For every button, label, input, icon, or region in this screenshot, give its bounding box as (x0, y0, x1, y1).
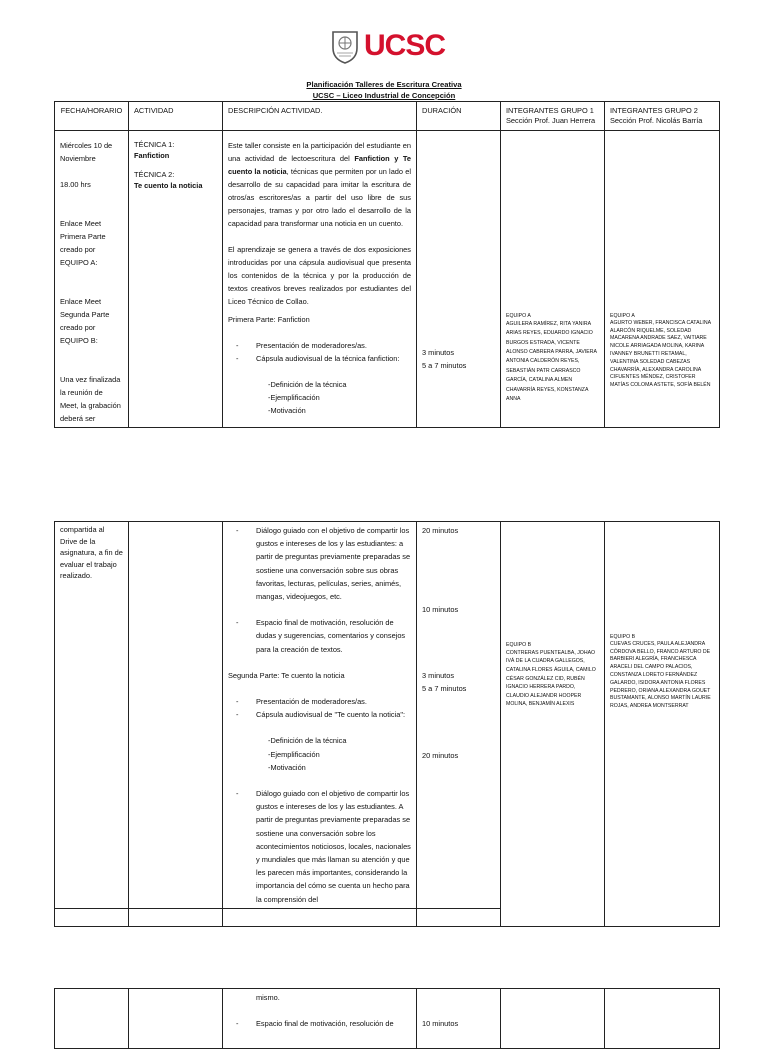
list-item: - Presentación de moderadores/as. (242, 695, 411, 708)
descripcion-paragraph: El aprendizaje se genera a través de dos exposiciones introducidas por una cápsula audiovisual que presenta los contenidos de la técnica y por la producción de textos creativos breves realizados por estudiantes del Liceo Técnico de Collao. (228, 245, 411, 306)
tecnica-1-name: Fanfiction (134, 151, 170, 160)
cell-grupo2 (605, 131, 720, 428)
fecha-line: EQUIPO A: (60, 258, 98, 267)
list-item: - Espacio final de motivación, resolución de dudas y sugerencias, comentarios y consejos para la creación de textos. (242, 616, 411, 656)
header-grupo1 (501, 102, 605, 131)
fecha-line: Una vez finalizada (60, 375, 121, 384)
ucsc-logo (330, 26, 445, 66)
header-fecha: FECHA/HORARIO (55, 102, 129, 131)
sub-item: -Definición de la técnica (268, 380, 347, 389)
university-crest-icon (330, 28, 360, 64)
cell-duracion (417, 989, 501, 1049)
section-heading: Segunda Parte: Te cuento la noticia (228, 670, 345, 680)
logo-wordmark: UCSC (364, 29, 446, 62)
sub-item: -Motivación (268, 762, 306, 772)
fecha-line: Noviembre (60, 154, 96, 163)
list-item: - Espacio final de motivación, resolución de (242, 1017, 411, 1030)
fecha-line: Primera Parte (60, 232, 106, 241)
header-grupo2-title: INTEGRANTES GRUPO 2 (610, 106, 698, 115)
cell-duracion-empty (417, 908, 501, 926)
equipo-label: EQUIPO A (610, 313, 635, 319)
duration-value: 5 a 7 minutos (422, 361, 467, 370)
list-item: - Diálogo guiado con el objetivo de compartir los gustos e intereses de los y las estudiantes. A partir de preguntas previamente preparadas se sostiene una conversación sobre los acontecimientos noticiosos, locales, nacionales y mundiales que más llaman su atención y que les parecen más importantes, considerando la importancia del cómo se cuenta un hecho para la comprensión del (242, 787, 411, 906)
table-row (55, 131, 720, 428)
cell-grupo2 (605, 989, 720, 1049)
list-item: - Presentación de moderadores/as. (242, 339, 411, 352)
cell-fecha (55, 522, 129, 909)
equipo-members: AGURTO WEBER, FRANCISCA CATALINA ALARCÓN RIQUELME, SOLEDAD MACARENA ANDRADE SAEZ, VAITIARE NICOLE ARRIAGADA MOLINA, KARINA IVANNEY BRUNETTI RETAMAL, VALENTINA SOLEDAD CABEZAS CHAVARRÍA, ALEXANDRA CAROLINA CIFUENTES MÉNDEZ, CRISTOFER MATÍAS COLOMA ASTETE, SOFÍA BELÉN (610, 319, 711, 389)
duration-value: 20 minutos (422, 526, 459, 535)
cell-fecha-empty (55, 908, 129, 926)
activity-list (228, 339, 411, 365)
sub-item: -Ejemplificación (268, 749, 320, 759)
duration-value: 10 minutos (422, 605, 459, 614)
cell-actividad (129, 522, 223, 909)
cell-actividad (129, 131, 223, 428)
document-subtitle: UCSC – Liceo Industrial de Concepción (312, 91, 456, 100)
planning-table-page3 (54, 988, 720, 1049)
header-grupo2-sub: Sección Prof. Nicolás Barría (610, 116, 703, 125)
duration-value: 10 minutos (422, 1019, 459, 1028)
equipo-members: AGUILERA RAMÍREZ, RITA YANIRA ARIAS REYES, EDUARDO IGNACIO BURGOS ESTRADA, VICENTE ALONSO CABRERA PARRA, JAVIERA ANTONIA CALDERÓN REYES, SEBASTIÁN PATR CARRASCO GARCÍA, CATALINA ALMEN CHAVARRÍA REYES, KONSTANZA ANNA (506, 320, 597, 403)
duration-value: 3 minutos (422, 671, 455, 680)
sub-item: -Definición de la técnica (268, 736, 347, 746)
cell-fecha (55, 989, 129, 1049)
fecha-line: deberá ser (60, 414, 96, 423)
cell-grupo1 (501, 522, 605, 927)
fecha-line: creado por (60, 245, 96, 254)
activity-list (228, 616, 411, 656)
fecha-line: EQUIPO B: (60, 336, 98, 345)
cell-duracion (417, 131, 501, 428)
document-title: Planificación Talleres de Escritura Creativa (306, 80, 462, 89)
header-grupo1-sub: Sección Prof. Juan Herrera (506, 116, 596, 125)
duration-value: 20 minutos (422, 751, 459, 760)
cell-grupo1 (501, 131, 605, 428)
activity-list (228, 695, 411, 721)
activity-list (228, 524, 411, 603)
equipo-label: EQUIPO A (506, 313, 531, 319)
header-grupo2 (605, 102, 720, 131)
table-header-row (55, 102, 720, 131)
equipo-label: EQUIPO B (506, 642, 532, 648)
tecnica-1-label: TÉCNICA 1: (134, 140, 175, 149)
text-run: , técnicas que permiten por un lado el desarrollo de su capacidad para imitar la escritura de otros/as escritores/as a partir del uso libre de sus personajes, tramas y por otro lado el desarrollo de la capacidad para transformar una noticia en un cuento. (228, 167, 411, 228)
header-grupo1-title: INTEGRANTES GRUPO 1 (506, 106, 594, 115)
cell-descripcion (223, 989, 417, 1049)
cell-grupo1 (501, 989, 605, 1049)
cell-actividad-empty (129, 908, 223, 926)
cell-descripcion (223, 522, 417, 909)
cell-grupo2 (605, 522, 720, 927)
header-descripcion: DESCRIPCIÓN ACTIVIDAD. (223, 102, 417, 131)
text-run: Este taller consiste en la participación del estudiante en una actividad de lectoescritura del (228, 141, 411, 163)
fecha-line: Meet, la grabación (60, 401, 121, 410)
header-actividad: ACTIVIDAD (129, 102, 223, 131)
header-duracion: DURACIÓN (417, 102, 501, 131)
duration-value: 5 a 7 minutos (422, 684, 467, 693)
tecnica-2-label: TÉCNICA 2: (134, 170, 175, 179)
meet-link-a[interactable]: Enlace Meet (60, 219, 102, 228)
planning-table-page2 (54, 521, 720, 927)
fecha-time: 18.00 hrs (60, 180, 91, 189)
sub-item: -Motivación (268, 406, 306, 415)
sub-item: -Ejemplificación (268, 393, 320, 402)
fecha-line: Miércoles 10 de (60, 141, 113, 150)
fecha-continued: compartida al Drive de la asignatura, a fin de evaluar el trabajo realizado. (60, 525, 123, 580)
descripcion-continued: mismo. (256, 993, 280, 1002)
duration-value: 3 minutos (422, 348, 455, 357)
list-item: - Diálogo guiado con el objetivo de compartir los gustos e intereses de los y las estudiantes: a partir de preguntas previamente preparadas se sostiene una conversación sobre sus obras favoritas, lecturas, películas, series, animés, mangas, videojuegos, etc. (242, 524, 411, 603)
cell-actividad (129, 989, 223, 1049)
equipo-members: CUEVAS CRUCES, PAULA ALEJANDRA CÓRDOVA BELLO, FRANCO ARTURO DE BARBIERI ALEGRÍA, FRANCHESCA ARACELI DEL CAMPO PALACIOS, CONSTANZA LORETO FERNÁNDEZ GALARDO, ISIDORA ANTONIA FLORES PEDRERO, ORIANA ALEXANDRA GOUET BUSTAMANTE, ALONSO MARTÍN LAURIE ROJAS, ANDREA MONTSERRAT (610, 640, 711, 710)
tecnica-2-name: Te cuento la noticia (134, 181, 203, 190)
cell-fecha (55, 131, 129, 428)
list-item: - Cápsula audiovisual de la técnica fanfiction: (242, 352, 411, 365)
planning-table-page1 (54, 101, 720, 428)
text-run-bold: Fanfiction y Te cuento la noticia (228, 154, 411, 176)
table-row (55, 522, 720, 909)
fecha-line: la reunión de (60, 388, 103, 397)
meet-link-b[interactable]: Enlace Meet (60, 297, 102, 306)
cell-duracion (417, 522, 501, 909)
table-row (55, 989, 720, 1049)
cell-descripcion-empty (223, 908, 417, 926)
equipo-members: CONTRERAS PUENTEALBA, JOHAO IVÁ DE LA CUADRA GALLEGOS, CATALINA FLORES ÁGUILA, CAMILO CÉSAR GONZÁLEZ CID, RUBÉN IGNACIO HERRERA PARDO, CLAUDIO ALEJANDR HOOPER MOLINA, BENJAMÍN ALEXIS (506, 649, 596, 708)
list-item: - Cápsula audiovisual de "Te cuento la noticia": (242, 708, 411, 721)
fecha-line: Segunda Parte (60, 310, 110, 319)
section-heading: Primera Parte: Fanfiction (228, 315, 310, 324)
fecha-line: creado por (60, 323, 96, 332)
cell-descripcion (223, 131, 417, 428)
equipo-label: EQUIPO B (610, 634, 636, 640)
descripcion-paragraph (228, 139, 411, 230)
activity-list (228, 787, 411, 906)
